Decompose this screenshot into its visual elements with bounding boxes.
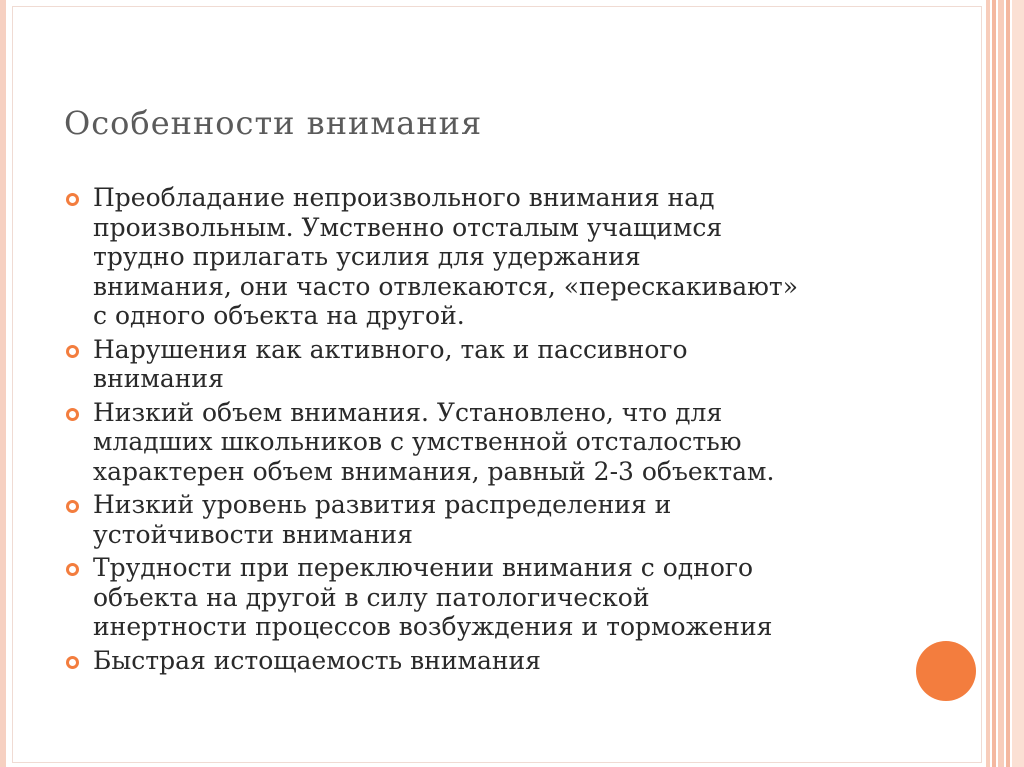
bullet-item — [66, 490, 896, 549]
decorative-stripe — [998, 0, 1004, 767]
bullet-item — [66, 335, 896, 394]
bullet-text-line: Нарушения как активного, так и пассивного — [93, 334, 688, 364]
bullet-ring-icon — [66, 345, 79, 358]
bullet-ring-icon — [66, 563, 79, 576]
left-border-stripe — [0, 0, 6, 767]
bullet-text-line: Преобладание непроизвольного внимания над — [93, 183, 715, 212]
slide-title: Особенности внимания — [64, 104, 483, 142]
bullet-text-line: инертности процессов возбуждения и торможения — [93, 612, 773, 641]
bullet-text-line: характерен объем внимания, равный 2-3 объектам. — [93, 456, 775, 486]
bullet-item — [66, 183, 896, 331]
bullet-item — [66, 646, 896, 676]
decorative-stripe — [986, 0, 990, 767]
bullet-list — [66, 183, 896, 679]
bullet-ring-icon — [66, 500, 79, 513]
bullet-text-line: произвольным. Умственно отсталым учащимся — [93, 212, 723, 242]
bullet-text-line: Трудности при переключении внимания с одного — [93, 553, 754, 582]
bullet-text-line: Низкий уровень развития распределения и — [93, 490, 672, 519]
decorative-stripe — [992, 0, 996, 767]
bullet-text-line: объекта на другой в силу патологической — [93, 582, 650, 612]
decorative-stripe — [1006, 0, 1010, 767]
bullet-ring-icon — [66, 193, 79, 206]
decorative-circle — [916, 641, 976, 701]
bullet-text-line: младших школьников с умственной отсталостью — [93, 427, 742, 456]
bullet-text-line: трудно прилагать усилия для удержания — [93, 242, 641, 271]
bullet-text-line: устойчивости внимания — [93, 519, 413, 549]
bullet-ring-icon — [66, 408, 79, 421]
decorative-stripe — [1012, 0, 1024, 767]
bullet-item — [66, 553, 896, 642]
bullet-text-line: внимания — [93, 364, 224, 393]
bullet-ring-icon — [66, 656, 79, 669]
bullet-text-line: Низкий объем внимания. Установлено, что для — [93, 397, 723, 427]
bullet-text-line: с одного объекта на другой. — [93, 301, 465, 330]
bullet-text-line: Быстрая истощаемость внимания — [93, 645, 541, 675]
bullet-item — [66, 398, 896, 487]
bullet-text-line: внимания, они часто отвлекаются, «перескакивают» — [93, 271, 798, 301]
